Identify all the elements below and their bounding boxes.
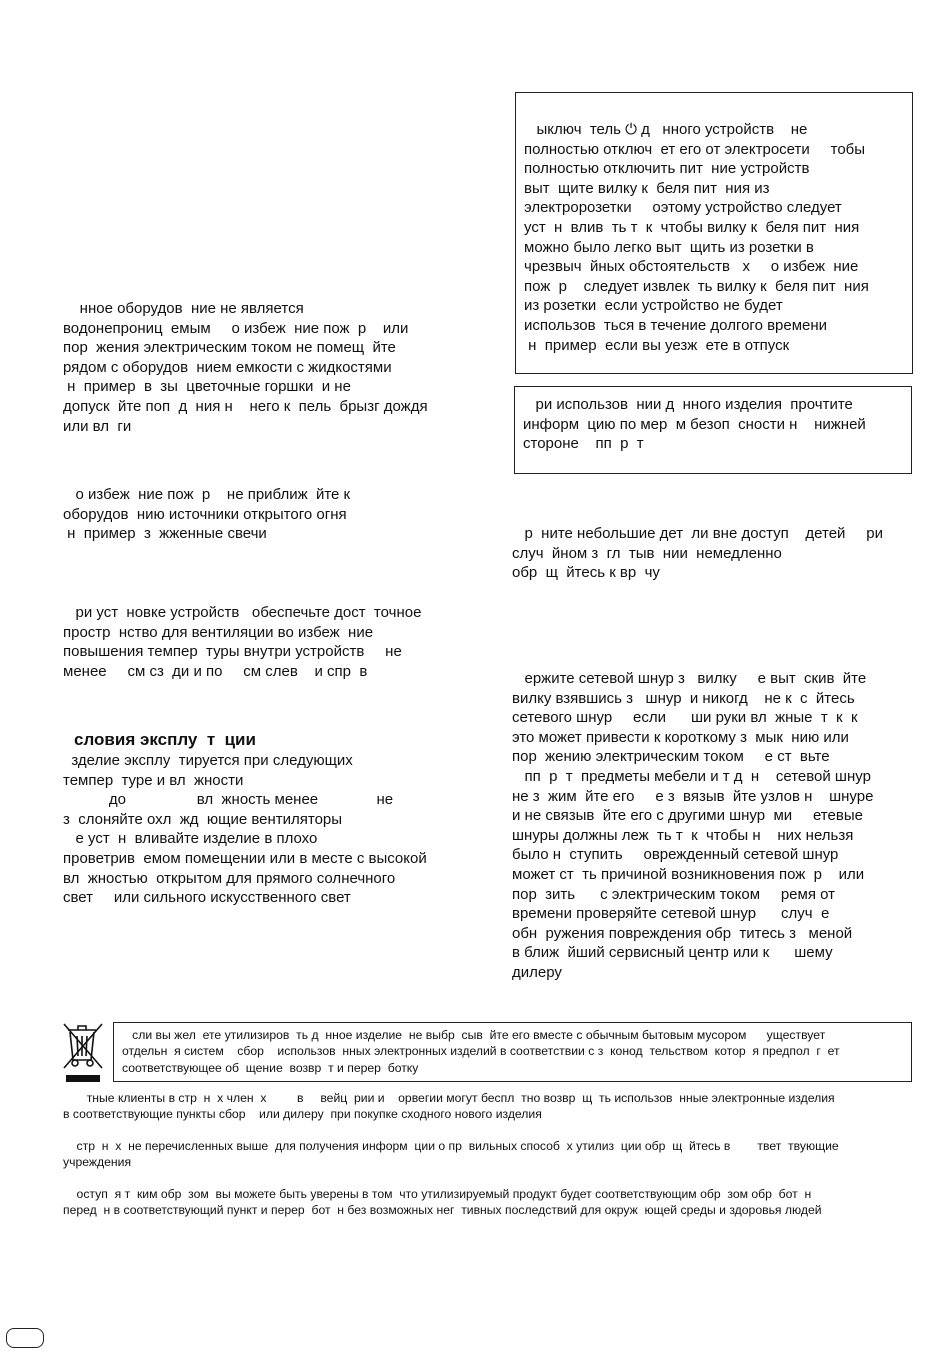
safety-info-note: ри использов нии д нного изделия прочтите информ цию по мер м безоп сности н нижней стороне пп р т (523, 396, 866, 453)
small-parts-warning: р ните небольшие дет ли вне доступ детей ри случ йном з гл тыв нии немедленно обр щ йтесь к вр чу (512, 525, 883, 582)
safety-info-box (514, 386, 912, 474)
private-clients-note: тные клиенты в стр н х член х в вейц рии и орвегии могут беспл тно возвр щ ть использов нные электронные изделия в соответствующие пункты сбор или дилеру при покупке сходного нового изделия (63, 1091, 835, 1122)
ventilation-warning: ри уст новке устройств обеспечьте дост точное простр нство для вентиляции во избеж ние повышения темпер туры внутри устройств не менее см сз ди и по см слев и спр в (63, 604, 422, 680)
crossed-out-wheelie-bin-icon (62, 1022, 104, 1084)
recycling-info-box (113, 1022, 912, 1082)
operating-conditions: зделие эксплу тируется при следующих темпер туре и вл жности до вл жность менее не з слоняйте охл жд ющие вентиляторы е уст н вливайте изделие в плохо проветрив емом помещении или в месте с высокой вл жностью открытом для прямого солнечного свет или сильного искусственного свет (63, 752, 427, 907)
other-countries-note: стр н х не перечисленных выше для получения информ ции о пр вильных способ х утилиз ции обр щ йтесь в твет твующие учреждения (63, 1139, 839, 1170)
language-tab-marker (6, 1328, 44, 1348)
power-switch-warning-box (515, 92, 913, 374)
power-cord-warning: ержите сетевой шнур з вилку е выт скив йте вилку взявшись з шнур и никогд не к с йтесь сетевого шнур если ши руки вл жные т к к это может привести к короткому з мык нию или пор жению электрическим током е ст вьте пп р т предметы мебели и т д н сетевой шнур не з жим йте его е з вязыв йте узлов н шнуре и не связыв йте его с другими шнур ми етевые шнуры должны леж ть т к чтобы н них нельзя было н ступить оврежденный сетевой шнур может ст ть причиной возникновения пож р или пор зить с электрическим током ремя от времени проверяйте сетевой шнур случ е обн ружения повреждения обр титесь з меной в ближ йший сервисный центр или к шему дилеру (512, 670, 874, 981)
conditions-heading: словия эксплу т ции (74, 730, 256, 749)
proper-disposal-note: оступ я т ким обр зом вы можете быть уверены в том что утилизируемый продукт будет соответствующим обр зом обр бот н перед н в соответствующий пункт и перер бот н без возможных нег тивных последствий для окруж ющей среды и здоровья людей (63, 1187, 822, 1218)
open-fire-warning: о избеж ние пож р не приближ йте к оборудов нию источники открытого огня н пример з жженные свечи (63, 486, 351, 543)
recycling-instructions: сли вы жел ете утилизиров ть д нное изделие не выбр сыв йте его вместе с обычным бытовым мусором уществует отдельн я систем сбор использов нных электронных изделий в соответствии с з конод тельством котор я предпол г ет соответствующее об щение возвр т и перер ботку (122, 1028, 840, 1075)
power-switch-warning: ыключ тель ⏻ д нного устройств не полностью отключ ет его от электросети тобы полностью отключить пит ние устройств выт щите вилку к беля пит ния из электророзетки оэтому устройство следует уст н влив ть т к чтобы вилку к беля пит ния можно было легко выт щить из розетки в чрезвыч йных обстоятельств х о избеж ние пож р следует извлек ть вилку к беля пит ния из розетки если устройство не будет использов ться в течение долгого времени н пример если вы уезж ете в отпуск (524, 121, 869, 354)
waterproof-warning: нное оборудов ние не является водонепрониц емым о избеж ние пож р или пор жения электрическим током не помещ йте рядом с оборудов нием емкости с жидкостями н пример в зы цветочные горшки и не допуск йте поп д ния н него к пель брызг дождя или вл ги (63, 300, 428, 435)
